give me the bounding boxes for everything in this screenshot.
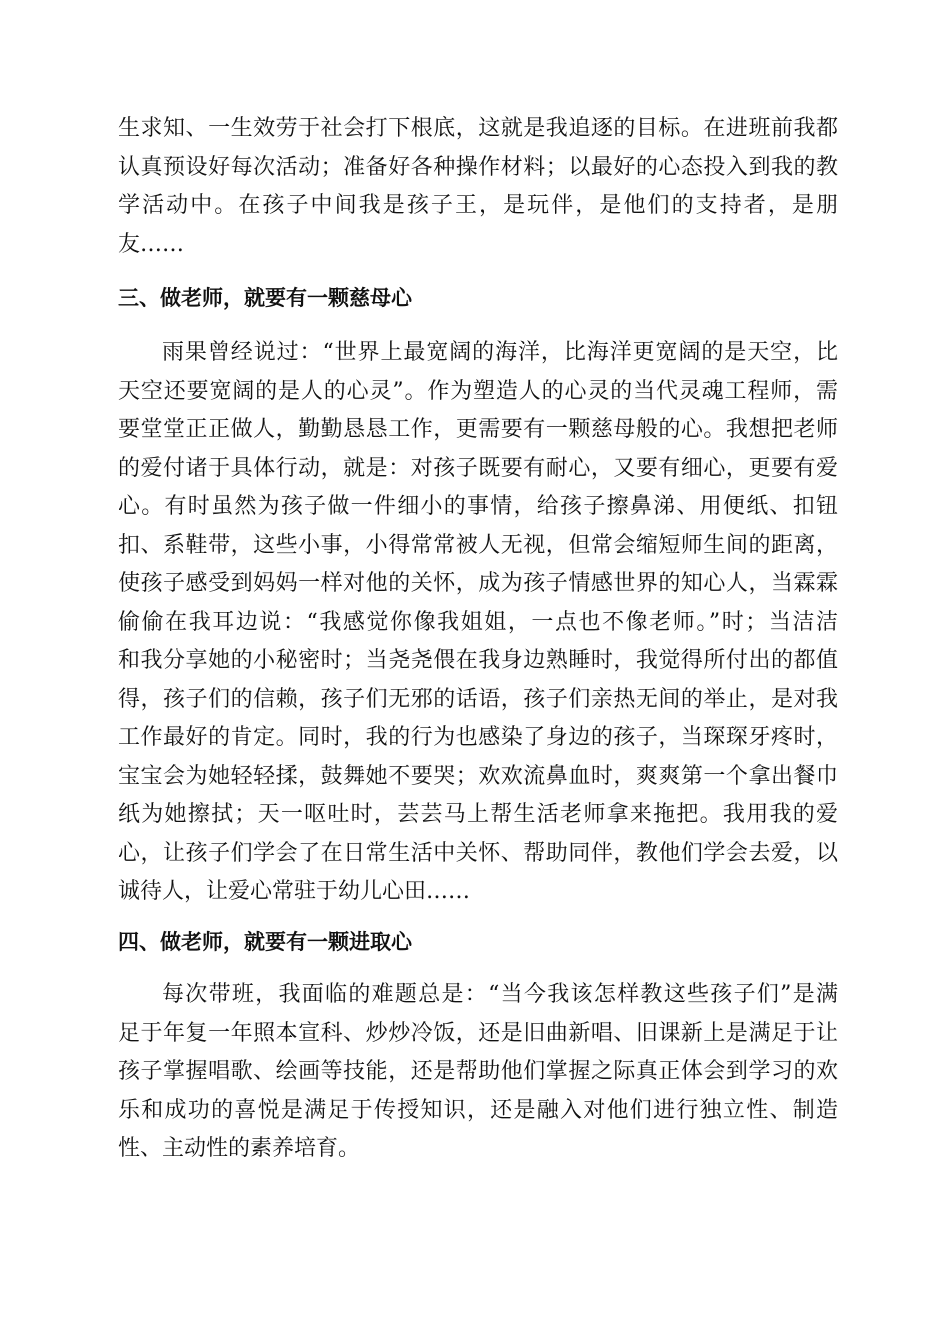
- text-line: 性、主动性的素养培育。: [118, 1136, 361, 1161]
- text-line: 和我分享她的小秘密时；当尧尧偎在我身边熟睡时，我觉得所付出的都值: [118, 648, 838, 673]
- text-line: 使孩子感受到妈妈一样对他的关怀，成为孩子情感世界的知心人，当霖霖: [118, 571, 838, 596]
- paragraph-continuation: [118, 110, 838, 264]
- text-line: 诚待人，让爱心常驻于幼儿心田……: [118, 879, 471, 904]
- text-line: 友……: [118, 231, 185, 257]
- text-line: 学活动中。在孩子中间我是孩子王，是玩伴，是他们的支持者，是朋: [118, 193, 838, 218]
- section-heading-4: 四、做老师，就要有一颗进取心: [118, 930, 412, 954]
- text-line: 工作最好的肯定。同时，我的行为也感染了身边的孩子，当琛琛牙疼时，: [118, 725, 838, 750]
- text-line: 心，让孩子们学会了在日常生活中关怀、帮助同伴，教他们学会去爱，以: [118, 840, 838, 866]
- section-4-paragraph: [118, 976, 838, 1169]
- text-line: 天空还要宽阔的是人的心灵”。作为塑造人的心灵的当代灵魂工程师，需: [118, 378, 838, 404]
- text-line: 足于年复一年照本宣科、炒炒冷饭，还是旧曲新唱、旧课新上是满足于让: [118, 1020, 838, 1046]
- text-line: 要堂堂正正做人，勤勤恳恳工作，更需要有一颗慈母般的心。我想把老师: [118, 417, 838, 442]
- text-line: 雨果曾经说过：“世界上最宽阔的海洋，比海洋更宽阔的是天空，比: [162, 340, 838, 365]
- text-line: 宝宝会为她轻轻揉，鼓舞她不要哭；欢欢流鼻血时，爽爽第一个拿出餐巾: [118, 763, 838, 789]
- text-line: 得，孩子们的信赖，孩子们无邪的话语，孩子们亲热无间的举止，是对我: [118, 686, 838, 712]
- text-line: 心。有时虽然为孩子做一件细小的事情，给孩子擦鼻涕、用便纸、扣钮: [118, 494, 838, 519]
- text-line: 孩子掌握唱歌、绘画等技能，还是帮助他们掌握之际真正体会到学习的欢: [118, 1059, 838, 1084]
- section-3-paragraph: [118, 334, 838, 912]
- text-line: 扣、系鞋带，这些小事，小得常常被人无视，但常会缩短师生间的距离，: [118, 532, 838, 558]
- text-line: 每次带班，我面临的难题总是：“当今我该怎样教这些孩子们”是满: [162, 982, 838, 1007]
- text-line: 的爱付诸于具体行动，就是：对孩子既要有耐心，又要有细心，更要有爱: [118, 455, 838, 481]
- text-line: 纸为她擦拭；天一呕吐时，芸芸马上帮生活老师拿来拖把。我用我的爱: [118, 802, 838, 827]
- text-line: 生求知、一生效劳于社会打下根底，这就是我追逐的目标。在进班前我都: [118, 116, 838, 141]
- text-line: 偷偷在我耳边说：“我感觉你像我姐姐，一点也不像老师。”时；当洁洁: [118, 609, 838, 635]
- section-heading-3: 三、做老师，就要有一颗慈母心: [118, 286, 412, 310]
- text-line: 认真预设好每次活动；准备好各种操作材料；以最好的心态投入到我的教: [118, 154, 838, 180]
- text-line: 乐和成功的喜悦是满足于传授知识，还是融入对他们进行独立性、制造: [118, 1097, 838, 1123]
